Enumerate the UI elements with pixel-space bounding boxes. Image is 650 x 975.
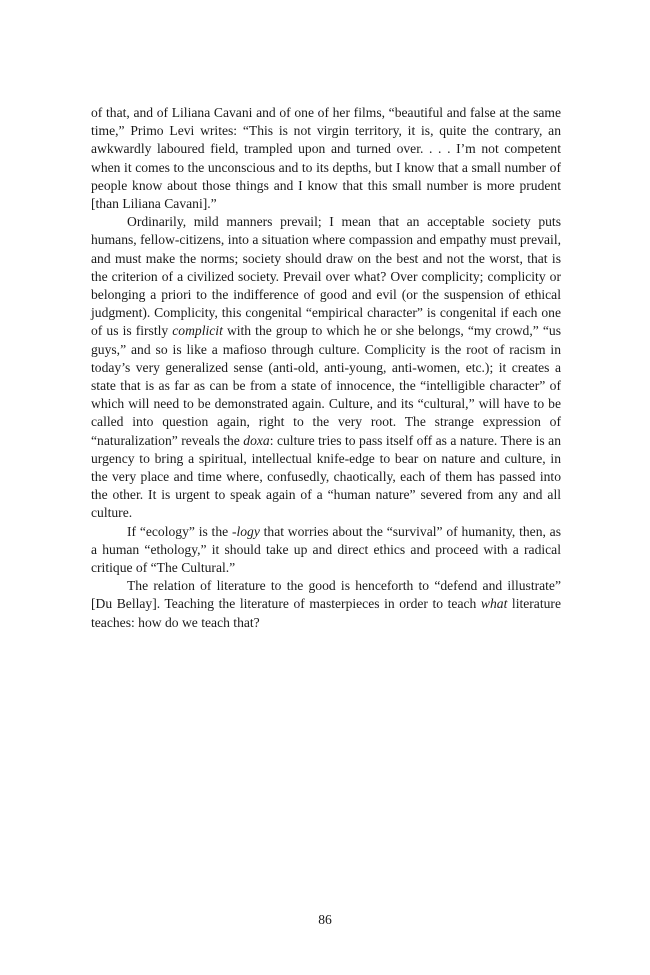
paragraph-3-text-b: that worries about the “survival” of humanity, then, as a human “ethology,” it should take up and direct ethics and proceed with a radical critique of “The Cultural.”: [91, 523, 561, 576]
body-text: [91, 104, 561, 632]
italic-what: what: [480, 596, 508, 612]
italic-complicit: complicit: [172, 323, 223, 339]
paragraph-4-text-a: The relation of literature to the good is henceforth to “defend and illustrate” [Du Bellay]. Teaching the literature of masterpieces in order to teach: [91, 578, 561, 612]
paragraph-1-text: of that, and of Liliana Cavani and of one of her films, “beautiful and false at the same time,” Primo Levi writes: “This is not virgin territory, it is, quite the contrary, an awkwardly laboured field, trampled upon and turned over. . . . I’m not competent when it comes to the unconscious and to its depths, but I know that a small number of people know about those things and I know that this small number is more prudent [than Liliana Cavani].”: [91, 105, 561, 212]
paragraph-2-text-a: Ordinarily, mild manners prevail; I mean that an acceptable society puts humans, fellow-citizens, into a situation where compassion and empathy must prevail, and must make the norms; society should draw on the best and not the worst, that is the criterion of a civilized society. Prevail over what? Over complicity; complicity or belonging a priori to the indifference of good and evil (or the suspension of ethical judgment). Complicity, this congenital “empirical character” is congenital if each one of us is firstly: [91, 214, 561, 339]
paragraph-3-text-a: If “ecology” is the: [127, 523, 232, 539]
page-number: 86: [318, 912, 332, 927]
paragraph-2-text-b: with the group to which he or she belongs, “my crowd,” “us guys,” and so is like a mafioso through culture. Complicity is the root of racism in today’s very generalized sense (anti-old, anti-young, anti-women, etc.); it creates a state that is as far as can be from a state of innocence, the “intelligible character” of which will need to be demonstrated again. Culture, and its “cultural,” will have to be called into question again, right to the very root. The strange expression of “naturalization” reveals the: [91, 323, 561, 448]
paragraph-2: [91, 213, 561, 522]
paragraph-3: [91, 523, 561, 578]
paragraph-4-text-b: literature teaches: how do we teach that?: [91, 596, 561, 630]
paragraph-1: [91, 104, 561, 213]
paragraph-4: [91, 577, 561, 632]
paragraph-2-text-c: : culture tries to pass itself off as a nature. There is an urgency to bring a spiritual, intellectual knife-edge to bear on nature and culture, in the very place and time where, confusedly, chaotically, each of them has passed into the other. It is urgent to speak again of a “human nature” severed from any and all culture.: [91, 432, 561, 521]
italic-logy: -logy: [231, 523, 260, 539]
italic-doxa: doxa: [243, 432, 270, 448]
